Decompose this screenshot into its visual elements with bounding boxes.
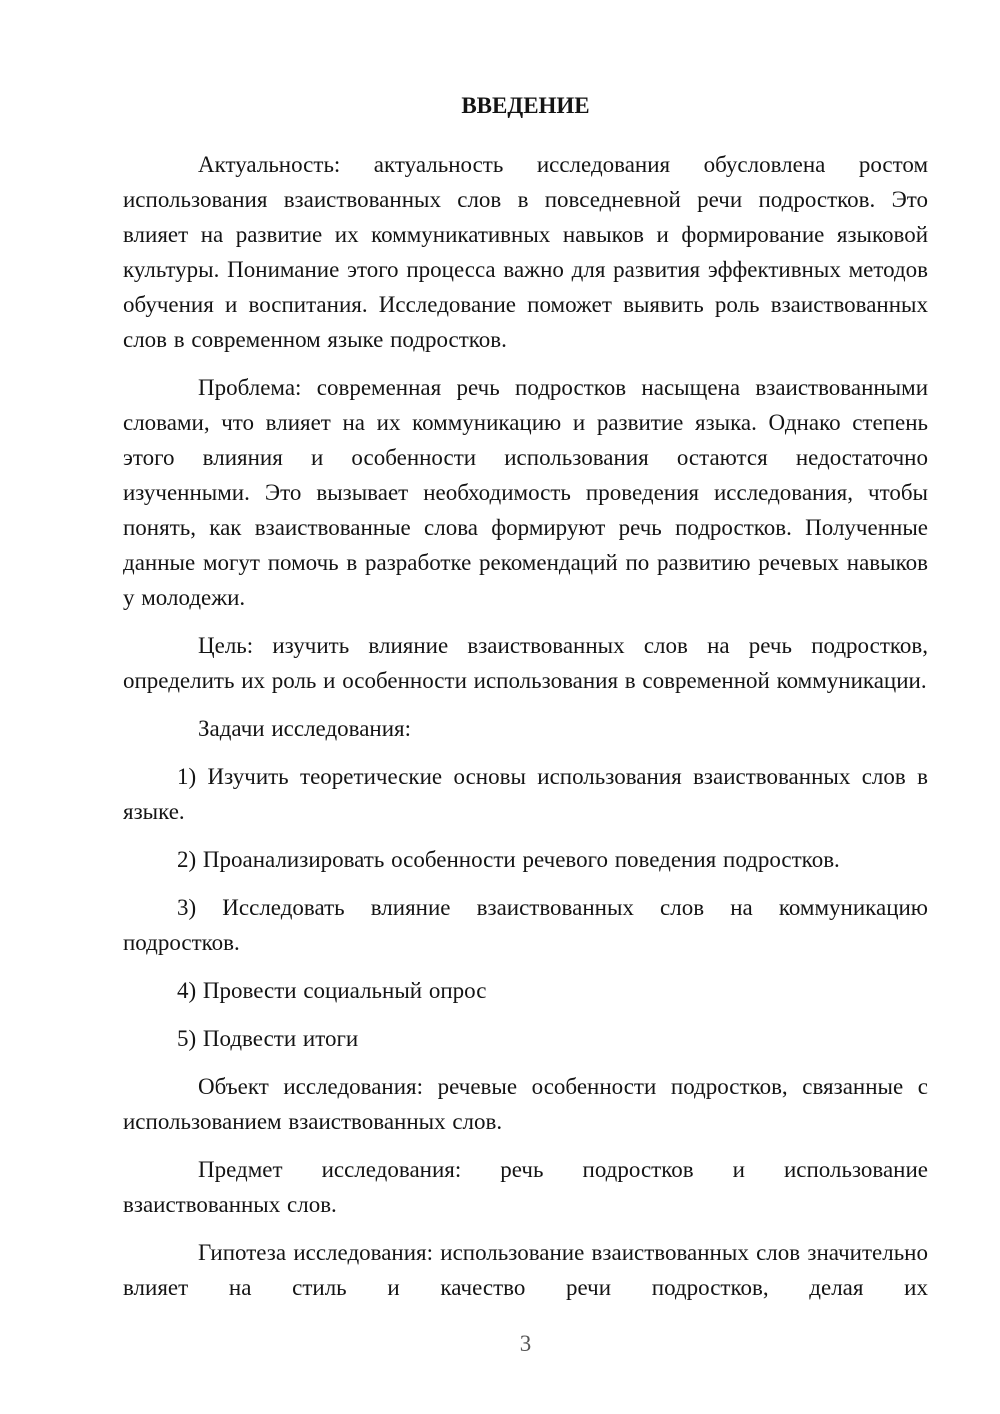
- paragraph-research-subject: Предмет исследования: речь подростков и использование взаиствованных слов.: [123, 1157, 928, 1217]
- page-title: ВВЕДЕНИЕ: [461, 93, 590, 118]
- paragraph-hypothesis: Гипотеза исследования: использование взаиствованных слов значительно влияет на стиль и качество речи подростков, делая их: [123, 1240, 928, 1300]
- task-item-4: 4) Провести социальный опрос: [177, 978, 487, 1003]
- paragraph-problem: Проблема: современная речь подростков насыщена взаиствованными словами, что влияет на их коммуникацию и развитие языка. Однако степень этого влияния и особенности использования остаются недостаточно изученными. Это вызывает необходимость проведения исследования, чтобы понять, как взаиствованные слова формируют речь подростков. Полученные данные могут помочь в разработке рекомендаций по развитию речевых навыков у молодежи.: [123, 375, 928, 610]
- paragraph-relevance: Актуальность: актуальность исследования обусловлена ростом использования взаиствованных слов в повседневной речи подростков. Это влияет на развитие их коммуникативных навыков и формирование языковой культуры. Понимание этого процесса важно для развития эффективных методов обучения и воспитания. Исследование поможет выявить роль взаиствованных слов в современном языке подростков.: [123, 152, 928, 352]
- paragraph-goal: Цель: изучить влияние взаиствованных слов на речь подростков, определить их роль и особенности использования в современной коммуникации.: [123, 633, 928, 693]
- paragraph-research-object: Объект исследования: речевые особенности подростков, связанные с использованием взаиствованных слов.: [123, 1074, 928, 1134]
- task-item-5: 5) Подвести итоги: [177, 1026, 359, 1051]
- task-item-1: 1) Изучить теоретические основы использования взаиствованных слов в языке.: [123, 764, 928, 824]
- task-item-2: 2) Проанализировать особенности речевого поведения подростков.: [177, 847, 840, 872]
- task-item-3: 3) Исследовать влияние взаиствованных слов на коммуникацию подростков.: [123, 895, 928, 955]
- page-number: 3: [519, 1331, 532, 1356]
- tasks-heading: Задачи исследования:: [198, 716, 412, 741]
